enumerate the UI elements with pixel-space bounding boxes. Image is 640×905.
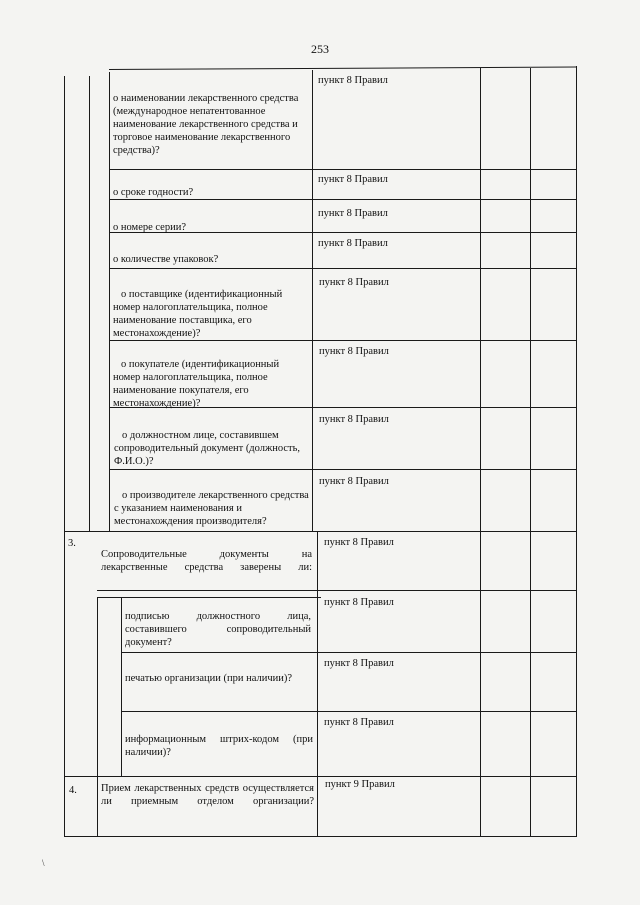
question-text: о поставщике (идентификационный номер налогоплательщика, полное наименование поставщика, его местонахождение)? bbox=[113, 289, 283, 339]
question-text: о производителе лекарственного средства с указанием наименования и местонахождения производителя? bbox=[114, 490, 309, 527]
row-divider bbox=[109, 199, 577, 200]
table-border-right bbox=[576, 66, 577, 836]
question-cell: о количестве упаковок? bbox=[113, 254, 219, 265]
rule-reference: пункт 8 Правил bbox=[319, 277, 389, 288]
row-divider bbox=[109, 469, 577, 470]
column-divider bbox=[317, 531, 318, 836]
row-divider bbox=[109, 169, 577, 170]
item-number: 4. bbox=[69, 785, 77, 796]
column-divider bbox=[121, 597, 122, 776]
column-divider bbox=[480, 68, 481, 836]
row-divider bbox=[109, 268, 577, 269]
rule-reference: пункт 8 Правил bbox=[318, 238, 388, 249]
question-cell bbox=[114, 489, 311, 528]
question-cell bbox=[113, 288, 310, 340]
rule-reference: пункт 8 Правил bbox=[324, 658, 394, 669]
question-text: о покупателе (идентификационный номер налогоплательщика, полное наименование покупателя, его местонахождение)? bbox=[113, 359, 280, 409]
question-cell bbox=[113, 358, 310, 410]
question-cell: о сроке годности? bbox=[113, 187, 194, 198]
column-divider bbox=[97, 597, 98, 776]
table-border-left bbox=[64, 76, 65, 836]
rule-reference: пункт 8 Правил bbox=[318, 208, 388, 219]
question-text: о должностном лице, составившем сопроводительный документ (должность, Ф.И.О.)? bbox=[114, 430, 301, 467]
rule-reference: пункт 8 Правил bbox=[319, 346, 389, 357]
question-cell: информационным штрих-кодом (при наличии)? bbox=[125, 734, 313, 758]
question-cell bbox=[114, 429, 311, 468]
scan-speck: \ bbox=[42, 858, 45, 868]
row-divider bbox=[109, 340, 577, 341]
row-divider bbox=[64, 776, 577, 777]
table-border-bottom bbox=[64, 836, 577, 837]
question-cell: о номере серии? bbox=[113, 222, 186, 233]
row-divider bbox=[109, 67, 577, 70]
rule-reference: пункт 8 Правил bbox=[324, 717, 394, 728]
question-cell: Сопроводительные документы на лекарственные средства заверены ли: bbox=[101, 549, 312, 573]
row-divider bbox=[97, 597, 321, 598]
item-number: 3. bbox=[68, 538, 76, 549]
question-cell: Прием лекарственных средств осуществляется ли приемным отделом организации? bbox=[101, 783, 314, 807]
rule-reference: пункт 8 Правил bbox=[324, 597, 394, 608]
rule-reference: пункт 8 Правил bbox=[324, 537, 394, 548]
column-divider bbox=[312, 70, 313, 531]
rule-reference: пункт 8 Правил bbox=[319, 414, 389, 425]
rule-reference: пункт 8 Правил bbox=[319, 476, 389, 487]
column-divider bbox=[109, 72, 110, 531]
rule-reference: пункт 8 Правил bbox=[318, 75, 388, 86]
page-number: 253 bbox=[311, 42, 329, 56]
row-divider bbox=[121, 652, 577, 653]
column-divider bbox=[530, 68, 531, 836]
question-cell: печатью организации (при наличии)? bbox=[125, 673, 293, 684]
question-cell: о наименовании лекарственного средства (международное непатентованное наименование лекарственного средства и торговое наименование лекарственного средства)? bbox=[113, 93, 299, 156]
row-divider bbox=[64, 531, 577, 532]
column-divider bbox=[97, 776, 98, 836]
question-cell: подписью должностного лица, составившего сопроводительный документ? bbox=[125, 611, 311, 648]
row-divider bbox=[121, 711, 577, 712]
rule-reference: пункт 8 Правил bbox=[318, 174, 388, 185]
column-divider bbox=[89, 76, 90, 531]
rule-reference: пункт 9 Правил bbox=[325, 779, 395, 790]
row-divider bbox=[97, 590, 577, 591]
